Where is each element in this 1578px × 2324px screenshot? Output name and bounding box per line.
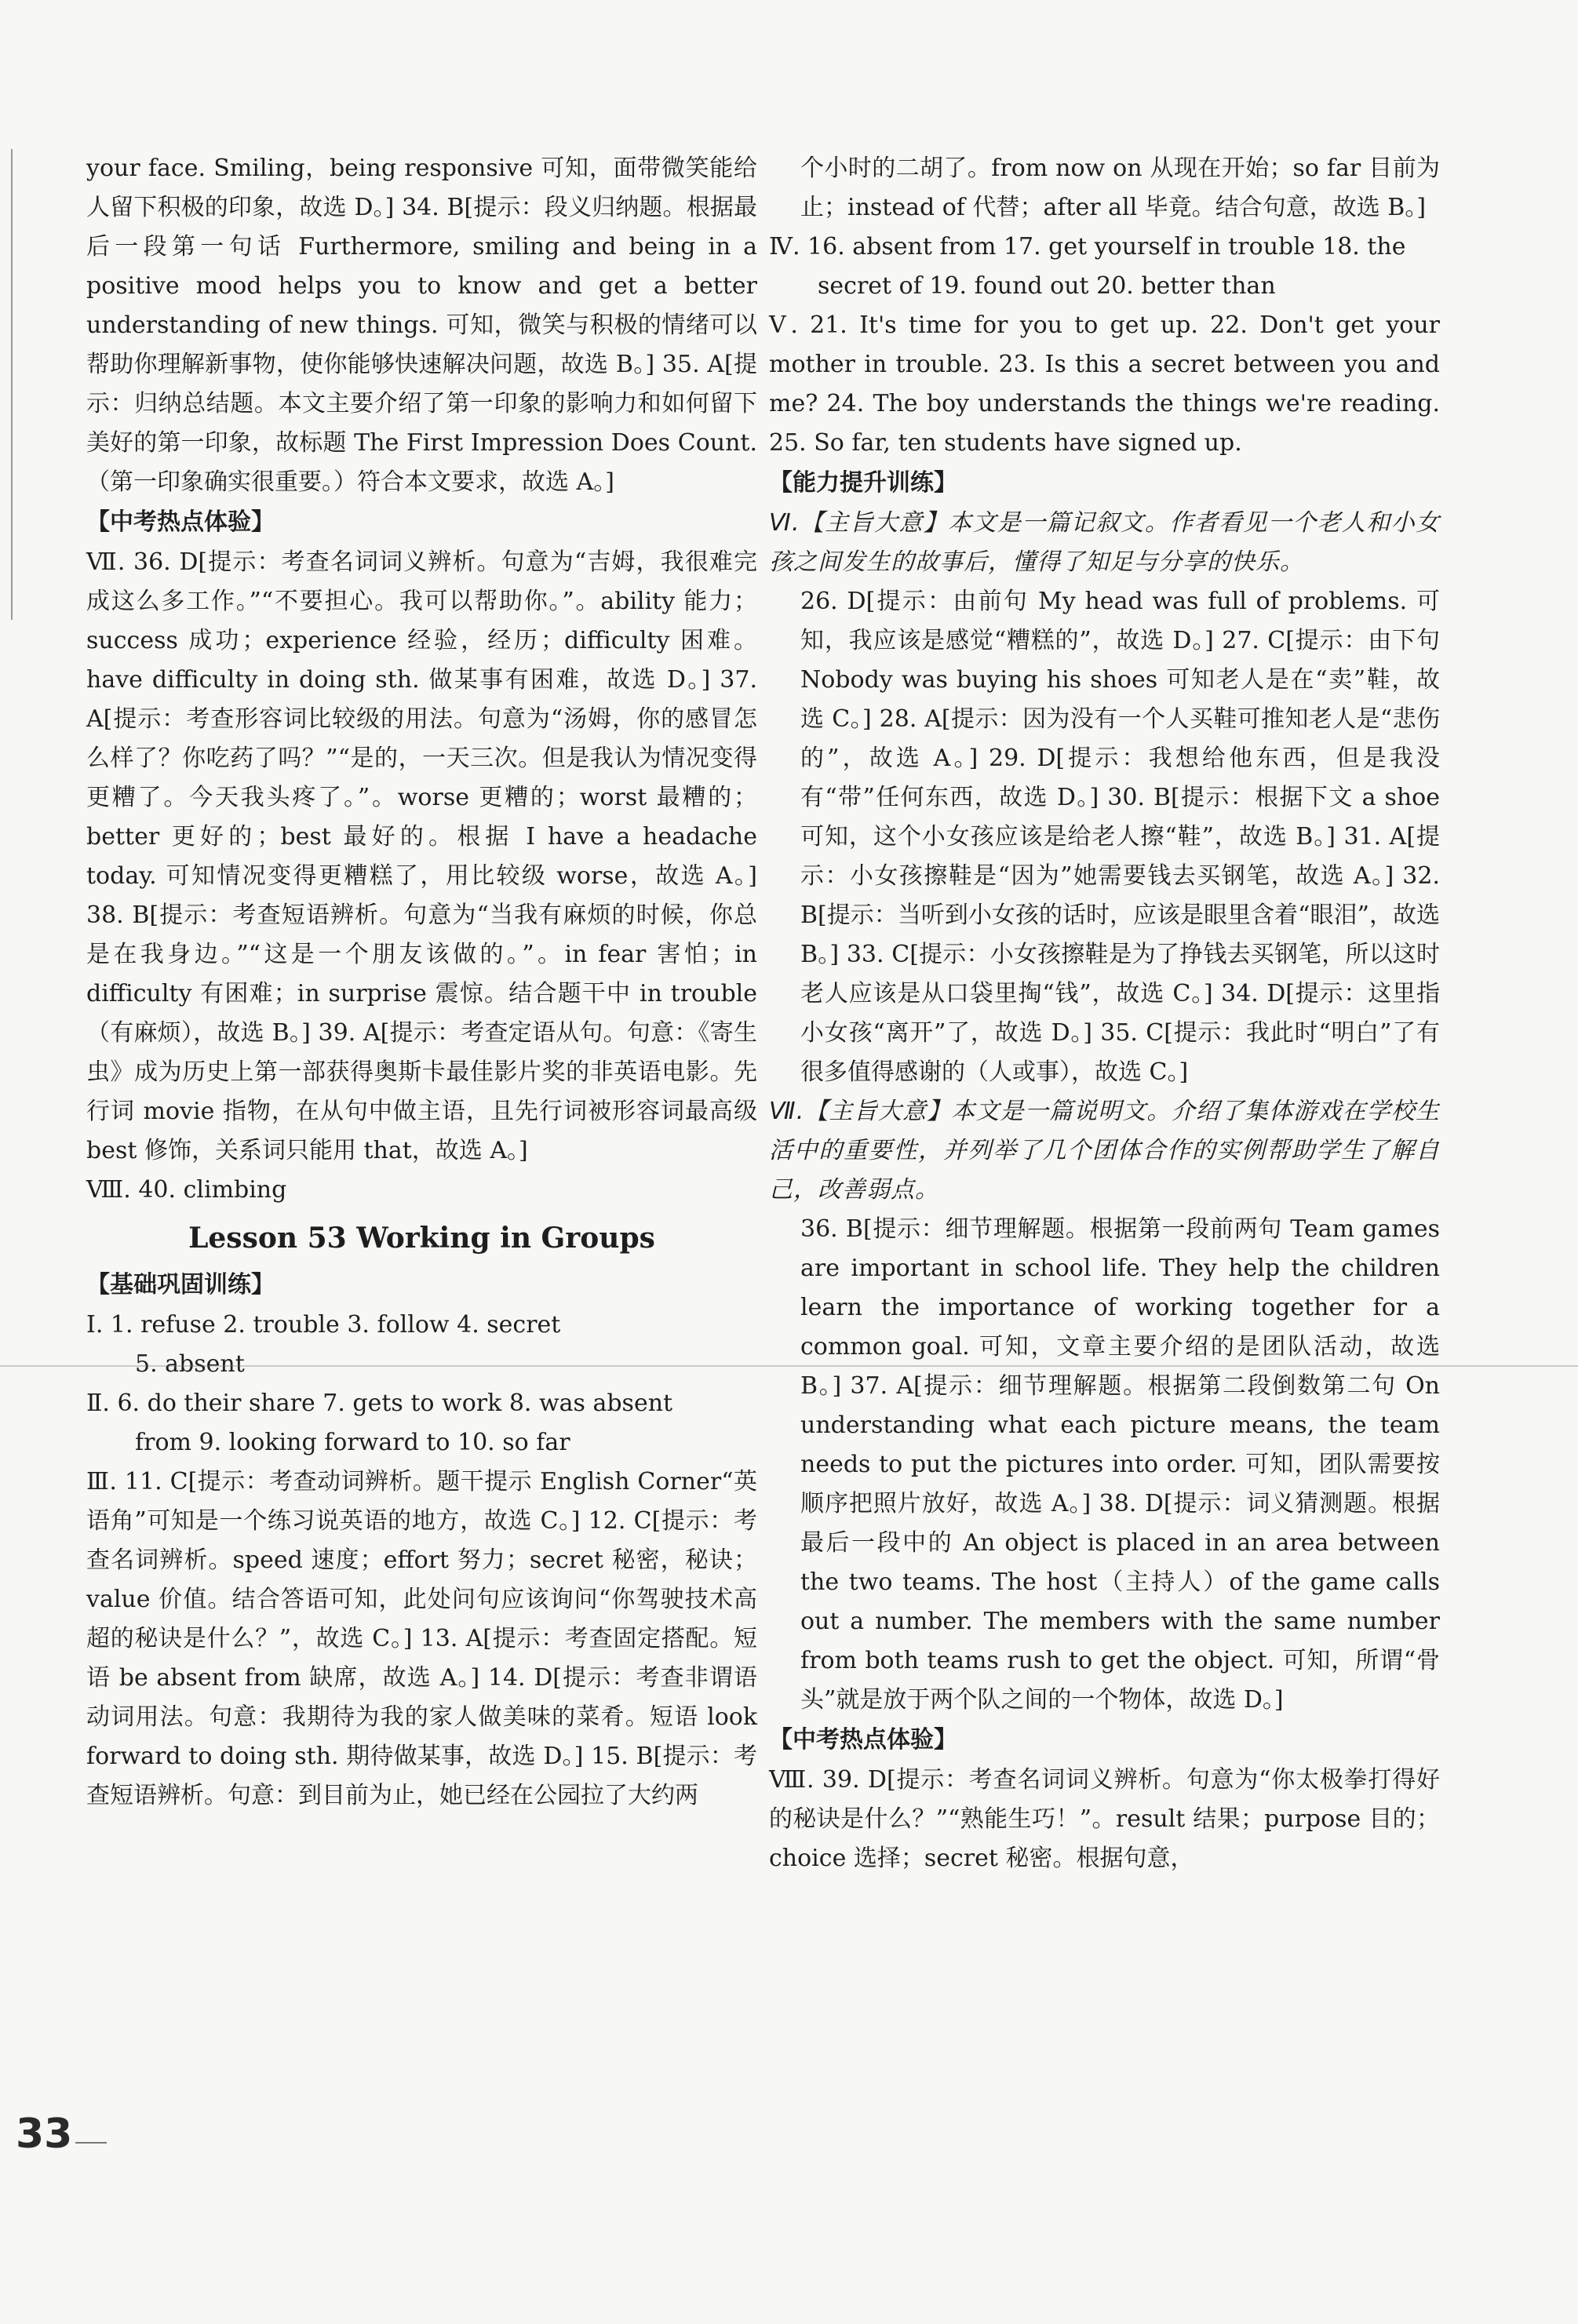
vii-summary: Ⅶ.【主旨大意】本文是一篇说明文。介绍了集体游戏在学校生活中的重要性，并列举了几个团体合作的实例帮助学生了解自己，改善弱点。 [769, 1098, 1440, 1204]
vi-summary: Ⅵ.【主旨大意】本文是一篇记叙文。作者看见一个老人和小女孩之间发生的故事后，懂得了知足与分享的快乐。 [769, 509, 1440, 576]
page-fold-line [0, 1365, 1578, 1367]
page-number-rule [75, 2142, 107, 2144]
section-heading-hot: 【中考热点体验】 [86, 508, 275, 536]
iii-answers: Ⅲ. 11. C[提示：考查动词辨析。题干提示 English Corner“英语角”可知是一个练习说英语的地方，故选 C。] 12. C[提示：考查名词辨析。speed 速度；effort 努力；secret 秘密，秘诀；value 价值。结合答语可知，此处问句应该询问“你驾驶技术高超的秘诀是什么？”，故选 C。] 13. A[提示：考查固定搭配。短语 be absent from 缺席，故选 A。] 14. D[提示：考查非谓语动词用法。句意：我期待为我的家人做美味的菜肴。短语 look forward to doing sth. 期待做某事，故选 D。] 15. B[提示：考查短语辨析。句意：到目前为止，她已经在公园拉了大约两 [86, 1468, 757, 1809]
lesson-title: Lesson 53 Working in Groups [188, 1222, 655, 1255]
vi-answers: 26. D[提示：由前句 My head was full of problems. 可知，我应该是感觉“糟糕的”，故选 D。] 27. C[提示：由下句 Nobody was buying his shoes 可知老人是在“卖”鞋，故选 C。] 28. A[提示：因为没有一个人买鞋可推知老人是“悲伤的”，故选 A。] 29. D[提示：我想给他东西，但是我没有“带”任何东西，故选 D。] 30. B[提示：根据下文 a shoe 可知，这个小女孩应该是给老人擦“鞋”，故选 B。] 31. A[提示：小女孩擦鞋是“因为”她需要钱去买钢笔，故选 A。] 32. B[提示：当听到小女孩的话时，应该是眼里含着“眼泪”，故选 B。] 33. C[提示：小女孩擦鞋是为了挣钱去买钢笔，所以这时老人应该是从口袋里掏“钱”，故选 C。] 34. D[提示：这里指小女孩“离开”了，故选 D。] 35. C[提示：我此时“明白”了有很多值得感谢的（人或事），故选 C。] [800, 588, 1440, 1086]
viii-answer: Ⅷ. 40. climbing [86, 1176, 287, 1204]
section-heading-basic: 【基础巩固训练】 [86, 1271, 275, 1299]
right-continuation: 个小时的二胡了。from now on 从现在开始；so far 目前为止；instead of 代替；after all 毕竟。结合句意，故选 B。] [800, 155, 1440, 221]
iv-answers-line1: Ⅳ. 16. absent from 17. get yourself in trouble 18. the [769, 233, 1406, 260]
margin-rule [11, 149, 13, 620]
i-answers-line1: Ⅰ. 1. refuse 2. trouble 3. follow 4. secret [86, 1311, 561, 1339]
v-answers: Ⅴ. 21. It's time for you to get up. 22. Don't get your mother in trouble. 23. Is this a secret between you and me? 24. The boy understands the things we're reading. 25. So far, ten students have signed up. [769, 311, 1440, 457]
ii-answers-line2: from 9. looking forward to 10. so far [135, 1429, 570, 1456]
page-number: 33 [16, 2111, 73, 2158]
vii-answers-right: 36. B[提示：细节理解题。根据第一段前两句 Team games are important in school life. They help the children learn the importance of working together for a common goal. 可知，文章主要介绍的是团队活动，故选 B。] 37. A[提示：细节理解题。根据第二段倒数第二句 On understanding what each picture means, the team needs to put the pictures into order. 可知，团队需要按顺序把照片放好，故选 A。] 38. D[提示：词义猜测题。根据最后一段中的 An object is placed in an area between the two teams. The host（主持人）of the game calls out a number. The members with the same number from both teams rush to get the object. 可知，所谓“骨头”就是放于两个队之间的一个物体，故选 D。] [800, 1215, 1440, 1714]
viii-answers-right: Ⅷ. 39. D[提示：考查名词词义辨析。句意为“你太极拳打得好的秘诀是什么？”“熟能生巧！”。result 结果；purpose 目的；choice 选择；secret 秘密。根据句意， [769, 1766, 1440, 1872]
ii-answers-line1: Ⅱ. 6. do their share 7. gets to work 8. was absent [86, 1390, 673, 1417]
section-heading-hot-right: 【中考热点体验】 [769, 1726, 957, 1754]
vii-answers: Ⅶ. 36. D[提示：考查名词词义辨析。句意为“吉姆，我很难完成这么多工作。”“不要担心。我可以帮助你。”。ability 能力；success 成功；experience 经验，经历；difficulty 困难。have difficulty in doing sth. 做某事有困难，故选 D。] 37. A[提示：考查形容词比较级的用法。句意为“汤姆，你的感冒怎么样了？你吃药了吗？”“是的，一天三次。但是我认为情况变得更糟了。今天我头疼了。”。worse 更糟的；worst 最糟的；better 更好的；best 最好的。根据 I have a headache today. 可知情况变得更糟糕了，用比较级 worse，故选 A。] 38. B[提示：考查短语辨析。句意为“当我有麻烦的时候，你总是在我身边。”“这是一个朋友该做的。”。in fear 害怕；in difficulty 有困难；in surprise 震惊。结合题干中 in trouble（有麻烦），故选 B。] 39. A[提示：考查定语从句。句意：《寄生虫》成为历史上第一部获得奥斯卡最佳影片奖的非英语电影。先行词 movie 指物，在从句中做主语，且先行词被形容词最高级 best 修饰，关系词只能用 that，故选 A。] [86, 548, 757, 1164]
section-heading-ability: 【能力提升训练】 [769, 469, 957, 497]
left-column [86, 149, 757, 1816]
iv-answers-line2: secret of 19. found out 20. better than [818, 272, 1276, 300]
i-answers-line2: 5. absent [135, 1350, 245, 1378]
right-column [769, 149, 1440, 1878]
left-continuation: your face. Smiling，being responsive 可知，面带微笑能给人留下积极的印象，故选 D。] 34. B[提示：段义归纳题。根据最后一段第一句话 Furthermore, smiling and being in a positive mood helps you to know and get a better understanding of new things. 可知，微笑与积极的情绪可以帮助你理解新事物，使你能够快速解决问题，故选 B。] 35. A[提示：归纳总结题。本文主要介绍了第一印象的影响力和如何留下美好的第一印象，故标题 The First Impression Does Count.（第一印象确实很重要。）符合本文要求，故选 A。] [86, 155, 757, 496]
